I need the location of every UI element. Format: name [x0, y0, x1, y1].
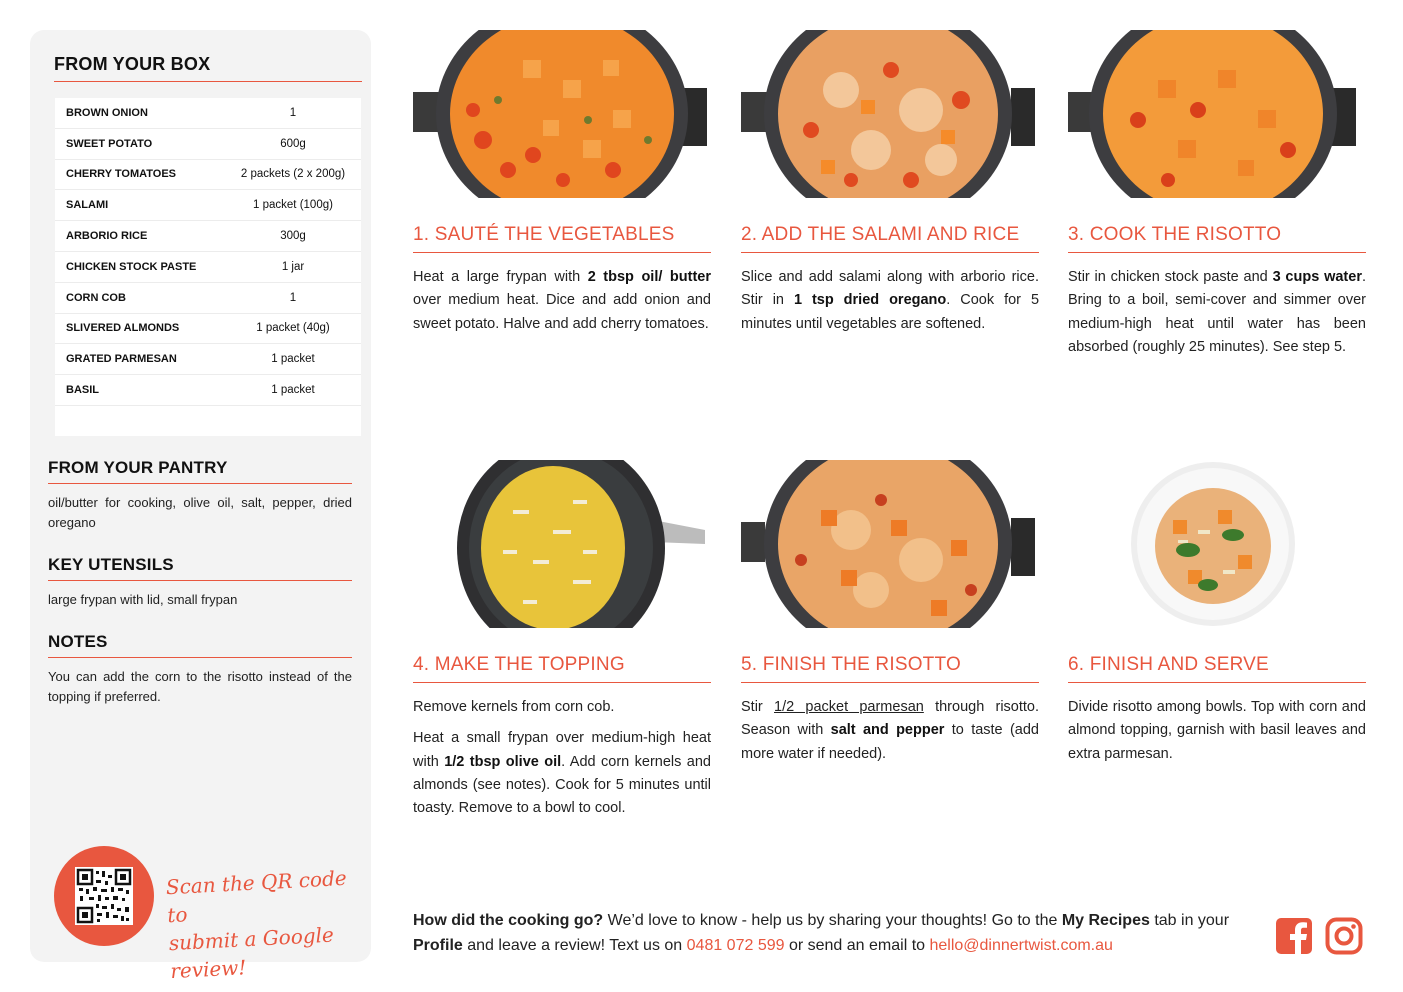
- notes-title: NOTES: [48, 632, 352, 658]
- ingredient-name: CHERRY TOMATOES: [66, 168, 177, 181]
- review-footer: [413, 908, 1263, 958]
- ingredient-row: [55, 221, 361, 252]
- bold-text: 1 tsp dried oregano: [793, 292, 947, 309]
- step-1-text: [413, 266, 711, 336]
- step-2-text: [741, 266, 1039, 336]
- text-run: Slice and add salami along with arborio rice. Stir in: [741, 269, 1039, 309]
- ingredient-qty: 1 packet (100g): [253, 199, 333, 212]
- ingredient-qty: 300g: [280, 230, 306, 243]
- text-run: Heat a large frypan with: [413, 269, 588, 285]
- step-2-photo: [741, 30, 1039, 198]
- ingredient-qty: 1 packet: [271, 384, 315, 397]
- step-1-title: 1. SAUTÉ THE VEGETABLES: [413, 224, 711, 253]
- step-3-instructions: [1068, 266, 1366, 359]
- phone-link[interactable]: 0481 072 599: [686, 937, 785, 954]
- qr-code-badge[interactable]: [54, 846, 154, 946]
- from-your-box-title: FROM YOUR BOX: [54, 54, 362, 82]
- ingredient-row: [55, 252, 361, 283]
- footer-text-2: tab in your: [1149, 912, 1230, 929]
- profile-link: Profile: [413, 937, 463, 954]
- step-4-title: 4. MAKE THE TOPPING: [413, 654, 711, 683]
- step-5-text: [741, 696, 1039, 766]
- step-1-photo: [413, 30, 711, 198]
- underlined-text: 1/2 packet parmesan: [774, 699, 924, 715]
- ingredient-qty: 2 packets (2 x 200g): [240, 168, 346, 181]
- ingredient-qty: 1: [289, 291, 297, 304]
- bold-text: 3 cups water: [1272, 269, 1362, 285]
- qr-code-icon: [75, 867, 133, 925]
- step-3-text: [1068, 266, 1366, 359]
- ingredient-name: SLIVERED ALMONDS: [66, 322, 180, 335]
- step-5-title: 5. FINISH THE RISOTTO: [741, 654, 1039, 683]
- notes-section: [48, 632, 352, 707]
- step-5-photo: [741, 460, 1039, 628]
- step-6-text: [1068, 696, 1366, 766]
- utensils-section: [48, 555, 352, 610]
- ingredient-name: GRATED PARMESAN: [66, 353, 177, 366]
- my-recipes-link: My Recipes: [1061, 912, 1150, 929]
- bold-text: 1/2 tbsp olive oil: [444, 753, 562, 770]
- ingredient-row: [55, 190, 361, 221]
- text-run: Heat a small frypan over medium-high heat with: [413, 730, 711, 770]
- step-2-instructions: [741, 266, 1039, 336]
- bold-text: salt and pepper: [830, 722, 945, 739]
- step-6-photo: [1068, 460, 1366, 628]
- ingredient-name: BROWN ONION: [66, 106, 148, 119]
- text-run: . Add corn kernels and almonds (see notes). Cook for 5 minutes until toasty. Remove to a bowl to cool.: [413, 753, 711, 817]
- step-6-instructions: [1068, 696, 1366, 766]
- ingredient-name: CHICKEN STOCK PASTE: [66, 260, 197, 273]
- text-run: Stir in chicken stock paste and: [1068, 269, 1273, 285]
- ingredient-name: SALAMI: [66, 199, 109, 212]
- step-4-para-1: Remove kernels from corn cob.: [413, 699, 615, 715]
- ingredient-row: [55, 98, 361, 129]
- ingredient-qty: 1 packet: [271, 353, 315, 366]
- step-6-title: 6. FINISH AND SERVE: [1068, 654, 1366, 683]
- step-4-photo: [413, 460, 711, 628]
- ingredient-name: SWEET POTATO: [66, 137, 153, 150]
- ingredient-qty: 600g: [280, 137, 306, 150]
- pantry-title: FROM YOUR PANTRY: [48, 458, 352, 484]
- step-3-photo: [1068, 30, 1366, 198]
- ingredients-table: [55, 98, 361, 436]
- ingredient-qty: 1: [289, 106, 297, 119]
- text-run: Divide risotto among bowls. Top with corn and almond topping, garnish with basil leaves and extra parmesan.: [1068, 699, 1366, 762]
- ingredient-row: [55, 344, 361, 375]
- ingredient-qty: 1 jar: [281, 260, 305, 273]
- footer-lead: How did the cooking go?: [413, 912, 604, 929]
- ingredient-row: [55, 283, 361, 314]
- text-run: . Cook for 5 minutes until vegetables are softened.: [741, 292, 1040, 332]
- step-1-instructions: [413, 266, 711, 336]
- qr-caption: [165, 863, 371, 985]
- step-2-title: 2. ADD THE SALAMI AND RICE: [741, 224, 1039, 253]
- bold-text: 2 tbsp oil/ butter: [587, 269, 711, 285]
- ingredient-row: [55, 375, 361, 406]
- qr-caption-line1: Scan the QR code to: [165, 865, 348, 928]
- notes-text: You can add the corn to the risotto instead of the topping if preferred.: [48, 669, 352, 704]
- footer-text-4: or send an email to: [784, 937, 930, 954]
- ingredient-name: CORN COB: [66, 291, 126, 304]
- facebook-icon[interactable]: [1275, 917, 1313, 955]
- instagram-icon[interactable]: [1325, 917, 1363, 955]
- ingredient-name: BASIL: [66, 384, 99, 397]
- text-run: Stir: [741, 699, 774, 715]
- ingredient-row: [55, 314, 361, 345]
- utensils-title: KEY UTENSILS: [48, 555, 352, 581]
- text-run: over medium heat. Dice and add onion and sweet potato. Halve and add cherry tomatoes.: [413, 292, 711, 332]
- ingredient-row: [55, 129, 361, 160]
- ingredient-qty: 1 packet (40g): [256, 322, 330, 335]
- ingredients-sidebar: [30, 30, 371, 984]
- footer-text-1: We’d love to know - help us by sharing your thoughts! Go to the: [603, 912, 1062, 929]
- ingredient-name: ARBORIO RICE: [66, 230, 148, 243]
- step-5-instructions: [741, 696, 1039, 766]
- text-run: through risotto. Season with: [741, 699, 1040, 739]
- text-run: . Bring to a boil, semi-cover and simmer over medium-high heat until water has been absorbed (roughly 25 minutes). See step 5.: [1068, 269, 1366, 355]
- text-run: to taste (add more water if needed).: [741, 722, 1039, 762]
- pantry-text: oil/butter for cooking, olive oil, salt, pepper, dried oregano: [48, 495, 352, 530]
- step-4-instructions: [413, 727, 711, 820]
- ingredient-row: [55, 160, 361, 191]
- pantry-section: [48, 458, 352, 533]
- footer-text-3: and leave a review! Text us on: [462, 937, 687, 954]
- utensils-text: large frypan with lid, small frypan: [48, 592, 238, 607]
- qr-caption-line2: submit a Google review!: [168, 922, 335, 984]
- email-link[interactable]: hello@dinnertwist.com.au: [929, 937, 1113, 954]
- step-4-text: [413, 696, 711, 820]
- step-3-title: 3. COOK THE RISOTTO: [1068, 224, 1366, 253]
